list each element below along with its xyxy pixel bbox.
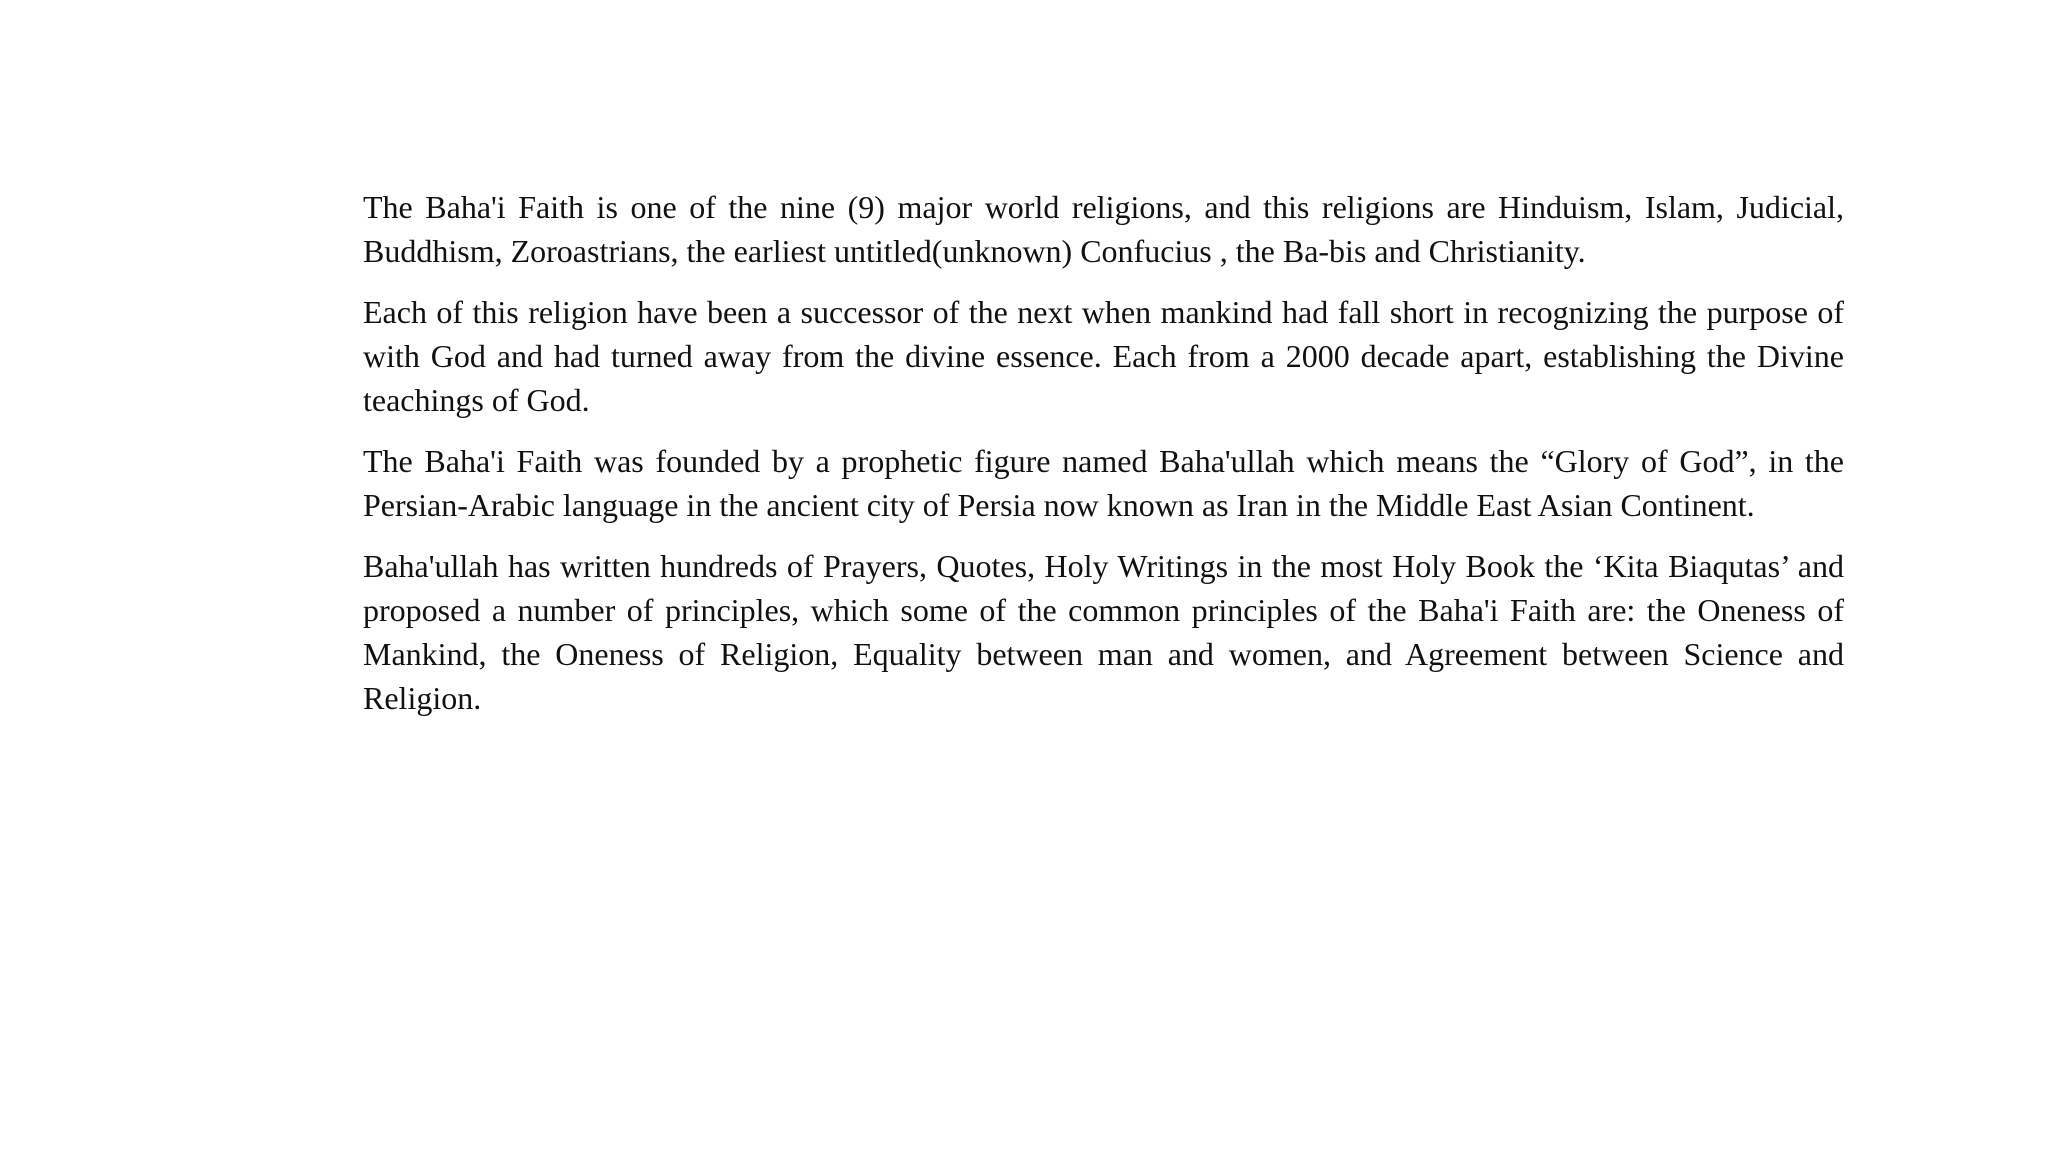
paragraph-world-religions: The Baha'i Faith is one of the nine (9) major world religions, and this religions are Hinduism, Islam, Judicial, Buddhism, Zoroastrians, the earliest untitled(unknown) Confucius , the Ba-bis and Christianity. (363, 189, 1844, 269)
paragraph-principles: Baha'ullah has written hundreds of Prayers, Quotes, Holy Writings in the most Holy Book the ‘Kita Biaqutas’ and proposed a number of principles, which some of the common principles of the Baha'i Faith are: the Oneness of Mankind, the Oneness of Religion, Equality between man and women, and Agreement between Science and Religion. (363, 548, 1844, 716)
paragraph-founder: The Baha'i Faith was founded by a prophetic figure named Baha'ullah which means the “Glory of God”, in the Persian-Arabic language in the ancient city of Persia now known as Iran in the Middle East Asian Continent. (363, 443, 1844, 523)
paragraph-successor-religions: Each of this religion have been a successor of the next when mankind had fall short in recognizing the purpose of with God and had turned away from the divine essence. Each from a 2000 decade apart, establishing the Divine teachings of God. (363, 294, 1844, 418)
document-body (363, 185, 1844, 737)
